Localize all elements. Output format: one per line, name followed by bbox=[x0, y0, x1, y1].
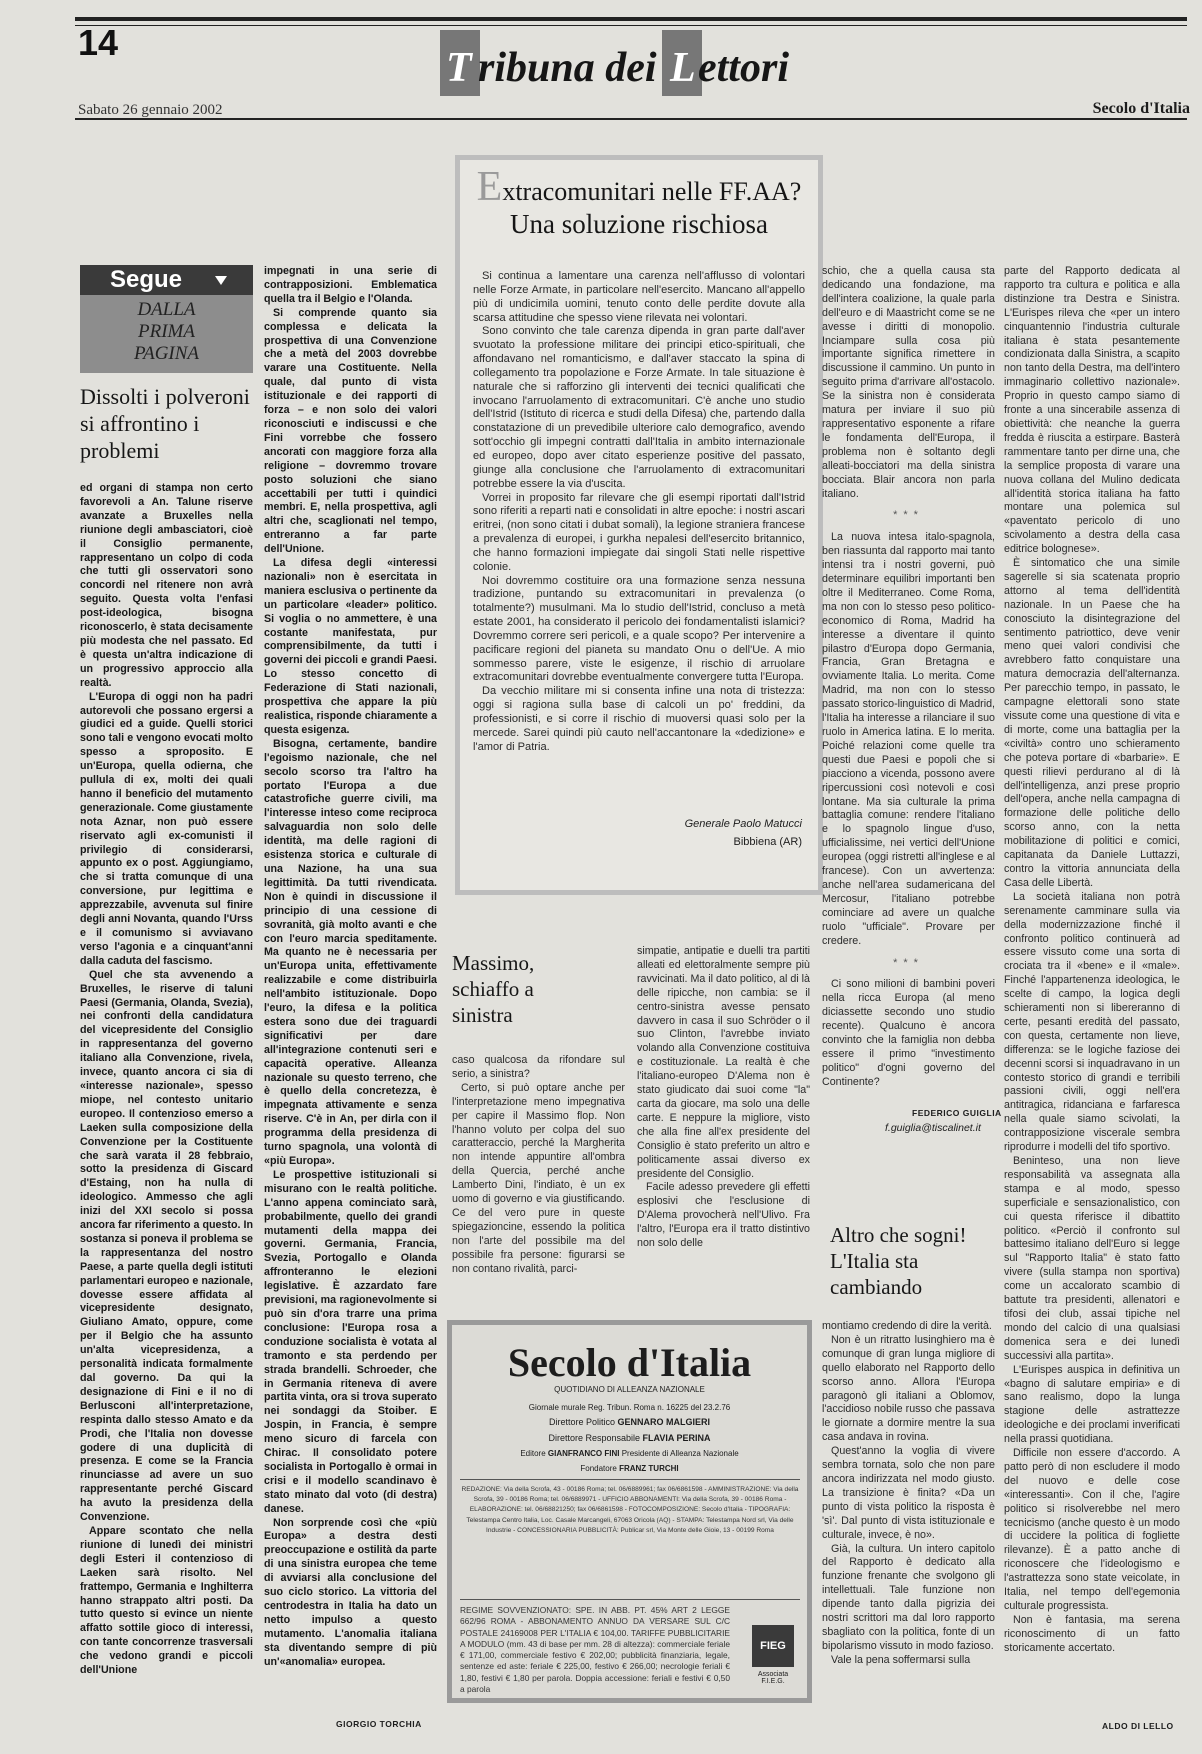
letter1-title-cap: E bbox=[476, 164, 503, 210]
letter1-signature: Generale Paolo Matucci bbox=[684, 818, 802, 830]
date-rule bbox=[75, 118, 1187, 120]
letter1-title-line1: xtracomunitari nelle FF.AA? bbox=[502, 177, 802, 206]
section-title bbox=[440, 30, 840, 100]
imprint-responsible-row bbox=[452, 1433, 807, 1443]
letter1-body: Si continua a lamentare una carenza nell'afflusso di volontari nelle Forze Armate, in particolare nell'esercito. Mancano all'appello più di undicimila uomini, tenuto conto delle perdite dovute alla scarsa attitudine che spesso viene rilevata nei volontari. Sono convinto che tale carenza dipenda in gran parte dall'aver svuotato la professione militare dei principi etico-spirituali, che affondavano nel romanticismo, e dall'aver staccato la spina di collegamento tra popolazione e Forze Armate. In tale situazione è naturale che si rafforzino gli interventi dei tecnici qualificati che invocano l'arruolamento di extracomunitari. C'è anche uno studio dell'Istrid (Istituto di ricerca e studi della Difesa) che, partendo dalla constatazione di un prevedibile ulteriore calo demografico, avendo sott'occhio gli impegni contratti dall'Italia in ambito internazionale ed europeo, dopo aver citato esperienze positive del passato, giunge alla conclusione che l'arruolamento di extracomunitari potrebbe essere la via d'uscita. Vorrei in proposito far rilevare che gli esempi riportati dall'Istrid sono riferiti a reparti nati e consolidati in altre epoche: i nostri ascari eritrei, (non sono citati i dubat somali), la legione straniera francese a prevalenza di europei, i gurkha nepalesi dell'esercito britannico, che hanno formazioni impiegate dai singoli Stati nelle rispettive colonie. Noi dovremmo costituire ora una formazione senza nessuna tradizione, puntando su extracomunitari in prevalenza (o totalmente?) musulmani. Ma lo studio dell'Istrid, concluso a metà estate 2001, ha considerato il pericolo dei fondamentalisti islamici? Dovremmo correre seri pericoli, e a quale scopo? Per intervenire a pacificare regioni del pianeta su mandato Onu o dell'Ue. A mio sommesso parere, viste le esigenze, il rischio di arruolare extracomunitari dovrebbe eventualmente convergere tutta l'Europa. Da vecchio militare mi si consenta infine una nota di tristezza: oggi si ragiona sulla base di calcoli un po' freddini, da professionisti, e si corre il rischio di muoversi quasi solo per la mercede. Sarei quindi più cauto nell'accantonare la «dedizione» e l'amor di Patria. bbox=[473, 270, 805, 753]
imprint-divider-2 bbox=[460, 1599, 800, 1600]
imprint-founder-label: Fondatore bbox=[580, 1464, 617, 1473]
section-separator: *** bbox=[893, 509, 924, 522]
continued-badge-label: Segue bbox=[80, 265, 253, 295]
issue-date: Sabato 26 gennaio 2002 bbox=[78, 102, 223, 118]
fieg-logo: FIEG bbox=[752, 1625, 794, 1667]
continued-headline: Dissolti i polveroni si affrontino i problemi bbox=[80, 384, 250, 463]
imprint-offices: REDAZIONE: Via della Scrofa, 43 - 00186 Roma; tel. 06/6889961; fax 06/6861598 - AMMINISTRAZIONE: Via della Scrofa, 39 - 00186 Roma; tel. 06/6889971 - UFFICIO ABBONAMENTI: Via della Scrofa, 39 - 00186 Roma - ELABORAZIONE: tel. 06/68821250; fax 06/6861598 - FOTOCOMPOSIZIONE: Secolo d'Italia - TIPOGRAFIA: Telestampa Centro Italia, Loc. Casale Marcangeli, 67063 Oricola (AQ) - STAMPA: Telestampa Nord srl, Via delle Industrie - CONCESSIONARIA PUBBLICITÀ: Publicar srl, Via Monte delle Gioie, 13 - 00199 Roma bbox=[461, 1486, 799, 1534]
continued-col-2: impegnati in una serie di contrapposizioni. Emblematica quella tra il Belgio e l'Olanda. Si comprende quanto sia complessa e delicata la prospettiva di una Convenzione che a metà del 2003 dovrebbe varare una Costituente. Nella quale, dal punto di vista istituzionale e dei rapporti di forza – e non solo dei valori riconosciuti e indiscussi e che Fini vorrebbe che fossero ancorati con maggiore forza alla religione – dovremmo trovare posto soluzioni che siano accettabili per tutti i quindici membri. E, nella prospettiva, agli altri che, scaglionati nel tempo, entreranno a far parte dell'Unione. La difesa degli «interessi nazionali» non è esercitata in maniera esclusiva o pertinente da un particolare «leader» politico. Si voglia o no ammettere, è una costante manifestata, pur comprensibilmente, da tutti i governi dei piccoli e grandi Paesi. Lo stesso concetto di Federazione di Stati nazionali, prospettiva che appare la più realistica, risponde chiaramente a questa esigenza. Bisogna, certamente, bandire l'egoismo nazionale, che nel secolo scorso tra l'altro ha portato l'Europa a due catastrofiche guerre civili, ma l'interesse inteso come reciproca salvaguardia non solo delle identità, ma delle ragioni di esistenza storica e culturale di una Nazione, ha una sua legittimità. Da tutti rivendicata. Non è quindi in discussione il principio di una cessione di sovranità, già molto avanti e che con l'euro marcia speditamente. Ma quanto ne è necessaria per un'Europa unita, effettivamente realizzabile e come distribuirla nell'ambito istituzionale. Dopo l'euro, la difesa e la politica estera sono due dei traguardi significativi per dare all'integrazione contenuti seri e capacità operative. Alleanza nazionale su questo terreno, che è quello della concretezza, è impegnata attivamente e senza riserve. C'è in An, per dirla con il programma della presidenza di turno spagnola, una volontà di «più Europa». Le prospettive istituzionali si misurano con le realtà politiche. L'anno appena cominciato sarà, probabilmente, quello dei grandi mutamenti della mappa dei governi. Germania, Francia, Svezia, Portogallo e Olanda affronteranno le elezioni legislative. È azzardato fare previsioni, ma ragionevolmente si può sin d'ora trarre una prima conclusione: l'Europa rosa a conduzione socialista è votata al tramonto e sta perdendo per strada brandelli. Schroeder, che in Germania riteneva di avere partita vinta, ora si trova superato nei sondaggi da Stoiber. E Jospin, in Francia, è sempre meno sicuro di farcela con Chirac. Il consolidato potere socialista in Portogallo è ormai in crisi e il modello scandinavo è stato minato dal voto (di destra) danese. Non sorprende così che «più Europa» a destra desti preoccupazione e ostilità da parte di una sinistra europea che teme di avviarsi alla conclusione del suo ciclo storico. La vittoria del centrodestra in Italia ha dato un netto impulso a questo mutamento. L'anomalia italiana sta diventando sempre di più un'«anomalia» europea. bbox=[264, 265, 437, 1668]
imprint-director: GENNARO MALGIERI bbox=[617, 1417, 711, 1427]
section-title-text-1: ribuna dei bbox=[478, 45, 657, 91]
page-number: 14 bbox=[78, 22, 119, 63]
imprint-editor-role: Presidente di Alleanza Nazionale bbox=[621, 1449, 739, 1458]
imprint-divider-1 bbox=[460, 1479, 800, 1480]
letter2-col-2: simpatie, antipatie e duelli tra partiti alleati ed elettoralmente sempre più ravvicinati. Ma il dato politico, al di là delle ripicche, non cambia: se il centro-sinistra avesse pensato davvero in casa il suo Schröder o il suo Clinton, l'avrebbe inviato volando alla Convenzione costituiva e costituzionale. La realtà è che l'italiano-europeo D'Alema non è stato giudicato dai suoi come "la" carta da giocare, ma solo una delle carte. E neppure la migliore, visto che alla fine all'ex presidente del Consiglio è stato preferito un altro e politicamente assai diverso ex presidente del Consiglio. Facile adesso prevedere gli effetti esplosivi che l'esclusione di D'Alema provocherà nell'Ulivo. Fra l'altro, l'Europa era il tratto distintivo non solo delle bbox=[637, 945, 810, 1250]
imprint-responsible-label: Direttore Responsabile bbox=[548, 1433, 640, 1443]
letter1-title-line2: Una soluzione rischiosa bbox=[510, 209, 768, 239]
fieg-label: Associata F.I.E.G. bbox=[757, 1671, 789, 1685]
letter4-signature: ALDO DI LELLO bbox=[1102, 1721, 1174, 1731]
continued-badge bbox=[80, 265, 253, 373]
imprint-responsible: FLAVIA PERINA bbox=[642, 1433, 711, 1443]
imprint-editor-row bbox=[452, 1449, 807, 1458]
letter4-col-1: montiamo credendo di dire la verità. Non è un ritratto lusinghiero ma è comunque di gran lunga migliore di quello elaborato nel Rapporto dello scorso anno. Allora l'Europa paragonò gli italiani a Oblomov, l'accidioso nobile russo che passava le giornate a dormire mentre la sua casa andava in rovina. Quest'anno la voglia di vivere sembra tornata, solo che non pare ancora indirizzata nel modo giusto. La transizione è finita? «Da un punto di vista politico la risposta è 'sì'. Dal punto di vista istituzionale e culturale, invece, è no». Già, la cultura. Un intero capitolo del Rapporto è dedicato alla funzione frenante che svolgono gli intellettuali. Tale funzione non dipende tanto dalla pigrizia dei nostri scrittori ma dal loro rapporto sbagliato con la politica, fonte di un bipolarismo vissuto in modo fazioso. Vale la pena soffermarsi sulla bbox=[822, 1320, 995, 1666]
imprint-editor-label: Editore bbox=[520, 1449, 546, 1458]
letter4-col-2: parte del Rapporto dedicata al rapporto tra cultura e politica e alla distinzione tra Destra e Sinistra. L'Eurispes rileva che «per un intero cinquantennio l'industria culturale italiana è stata pesantemente condizionata dalla Sinistra, a scapito non tanto della Destra, ma dell'intero immaginario collettivo nazionale». Proprio in questo campo siamo di fronte a una sincerabile assenza di obiettività: che neanche la guerra fredda è riuscita a estirpare. Basterà rammentare tanto per dirne una, che la semplice proposta di varare una nuova collana del Mulino dedicata all'identità storica italiana ha fatto montare una polemica sul «paventato pericolo di uno scivolamento a destra della casa editrice bolognese». È sintomatico che una simile sagerelle si sia scatenata proprio attorno al tema dell'identità nazionale. In un Paese che ha conosciuto la disintegrazione del sentimento patriottico, deve venir meno quei valori condivisi che avrebbero fatto conquistare una matura democrazia dell'alternanza. Per parecchio tempo, in passato, le campagne elettorali sono state vissute come una questione di vita e di morte, come una battaglia per la «civiltà» contro uno schieramento che poteva portare di «barbarie». E questi rilievi perdurano al di là dell'intelligenza, anzi prese proprio dell'opera, anche nella campagna di formazione delle politiche dello scorso anno, con la netta mobilitazione di politici e comici, capitanata da Daniele Luttazzi, contro la vittoria annunciata della Casa delle Libertà. La società italiana non potrà serenamente camminare sulla via della modernizzazione finché il confronto politico continuerà ad essere vissuto come una sorta di crociata tra il «bene» e il «male». Finché l'appartenenza ideologica, le scelte di campo, la logica degli schieramenti non si libereranno di certe, pesanti eredità del passato, con questa, certamente non lieve, differenza: se le logiche faziose dei decenni scorsi si inquadravano in un contesto storico di grandi e terribili passioni civili, oggi nell'era antitragica, ridanciana e farfaresca nella quale siamo scivolati, la contrapposizione viscerale sembra riprodurre i modelli del tifo sportivo. Beninteso, una non lieve responsabilità va assegnata alla stampa e al modo, spesso superficiale e sensazionalistico, con cui questa riferisce il dibattito politico. «Perciò il confronto sul battesimo italiano dell'Euro si legge sul "Rapporto Italia" è stato fatto vivere (sulla stampa non sportiva) come un accalorato scambio di battute tra presidenti, allenatori e tifosi dei club, assai tipiche nel mondo del calcio di una qualsiasi domenica sera e dei lunedì successivi alla partita». L'Eurispes auspica in definitiva un «bagno di salutare empiria» e di sano realismo, dopo la lunga stagione delle astrattezze ideologiche e dei proclami inverificati nella prassi quotidiana. Difficile non essere d'accordo. A patto però di non escludere il modo del nuovo e delle cose «interessanti». Con il che, l'agire politico si risolverebbe nel mero tecnicismo (anche questo è un modo di uccidere la politica di fogliette rilevanze). È a patto anche di riconoscere che l'ideologismo e l'astrattezza sono state veicolate, in Italia, nel tempo dell'egemonia culturale progressista. Non è fantasia, ma serena riconoscimento di un fatto storicamente accertato. bbox=[1004, 265, 1180, 1654]
imprint-director-row bbox=[452, 1417, 807, 1427]
letter1-title bbox=[460, 164, 818, 241]
down-triangle-icon bbox=[215, 276, 227, 285]
continued-signature: GIORGIO TORCHIA bbox=[336, 1719, 422, 1729]
imprint-title: Secolo d'Italia bbox=[507, 1340, 752, 1385]
imprint-tariffs: REGIME SOVVENZIONATO: SPE. IN ABB. PT. 45% ART 2 LEGGE 662/96 ROMA - ABBONAMENTO ANNUO DA VERSARE SUL C/C POSTALE 24169008 PER L'ITALIA € 104,00. TARIFFE PUBBLICITARIE A MODULO (mm. 43 di base per mm. 28 di altezza): commerciale feriale € 171,00, commerciale festivo € 202,00; pubblicità finanziaria, legale, sentenze ed aste: feriale € 225,00, festivo € 266,00; necrologie feriali € 1,80, festivi € 1,80 per parola. Doppia accessione: feriali e festivi € 0,50 a parola bbox=[460, 1605, 730, 1695]
imprint-editor: GIANFRANCO FINI bbox=[547, 1449, 620, 1458]
section-title-cap-1: T bbox=[446, 45, 472, 91]
section-title-cap-2: L bbox=[670, 45, 696, 91]
imprint-subtitle: QUOTIDIANO DI ALLEANZA NAZIONALE bbox=[554, 1385, 705, 1394]
letter3-signature: FEDERICO GUIGLIA bbox=[912, 1108, 1002, 1118]
imprint-box bbox=[447, 1320, 812, 1703]
continued-col-1: ed organi di stampa non certo favorevoli a An. Talune riserve avanzate a Bruxelles nella riunione degli ambasciatori, cioè il Consiglio permanente, rappresentano un colpo di coda che tutti gli osservatori sono concordi nel ritenere non avrà seguito. Questa volta l'enfasi post-ideologica, bisogna riconoscerlo, è stata decisamente più modesta che nel passato. Ed è questa un'altra indicazione di un progressivo approccio alla realtà. L'Europa di oggi non ha padri autorevoli che possano ergersi a giudici ed a guide. Quelli storici sono tali e vengono evocati molto spesso a sproposito. E un'Europa, quella odierna, che pullula di ex, molti dei quali hanno il beneficio del mutamento generazionale. Come giustamente nota Aznar, non può essere riservato agli ex-comunisti il privilegio di considerarsi, appunto ex o post. Aggiungiamo, che si tratta comunque di una conversione, pur legittima e apprezzabile, avvenuta sul finire degli anni Novanta, quando l'Urss e il comunismo si avviavano verso l'agonia e a cinquant'anni dalla caduta del fascismo. Quel che sta avvenendo a Bruxelles, le riserve di taluni Paesi (Germania, Olanda, Svezia), nei confronti della candidatura del vicepresidente del Consiglio in rappresentanza del governo italiano alla Convenzione, rivela, invece, quanto ancora ci sia di «interesse nazionale», spesso miope, nel contesto unitario europeo. Il contenzioso emerso a Laeken sulla composizione della Convenzione per la Costituente che sarà varata il 28 febbraio, sotto la presidenza di Giscard d'Estaing, non ha nulla di ideologico. Ammesso che agli inizi del XXI secolo si possa ancora far riferimento a questo. In sostanza si poneva il problema se la rappresentanza del nostro Paese, a parte quella degli istituti parlamentari europeo e nazionale, dovesse essere affidata al vicepresidente designato, Giuliano Amato, oppure, come per il Belgio che ha assunto un'alta vicepresidenza, a personalità indicata formalmente dal governo. Da qui la designazione di Fini e il no di Berlusconi all'interpretazione, respinta dallo stesso Amato e da Prodi, che l'Italia non dovesse godere di una duplicità di presenza. E come se la Francia rinunciasse ad avere un suo rappresentante perché Giscard ha avuto la presidenza della Convenzione. Appare scontato che nella riunione di lunedì dei ministri degli Esteri il contenzioso di Laeken sarà risolto. Nel frattempo, Germania e Inghilterra hanno strappato altri posti. Da tutto questo si evince un niente affatto sottile gioco di interessi, con tante concorrenze trasversali che vedono grandi e piccoli dell'Unione bbox=[80, 482, 253, 1677]
imprint-director-label: Direttore Politico bbox=[548, 1417, 615, 1427]
imprint-founder: FRANZ TURCHI bbox=[619, 1464, 679, 1473]
section-title-text-2: ettori bbox=[698, 45, 789, 91]
continued-badge-subtitle: DALLA PRIMA PAGINA bbox=[133, 299, 200, 364]
imprint-founder-row bbox=[452, 1464, 807, 1473]
letter2-headline: Massimo, schiaffo a sinistra bbox=[452, 951, 535, 1027]
top-rule-thin bbox=[75, 25, 1187, 26]
letter3-email: f.guiglia@tiscalinet.it bbox=[885, 1122, 981, 1134]
letter4-headline: Altro che sogni! L'Italia sta cambiando bbox=[830, 1223, 967, 1299]
letter-box bbox=[455, 155, 823, 895]
section-separator: *** bbox=[893, 956, 924, 969]
letter2-col-1: caso qualcosa da rifondare sul serio, a sinistra? Certo, si può optare anche per l'interpretazione meno impegnativa per capire il Massimo flop. Non l'hanno voluto per colpa del suo caratteraccio, perché la Margherita non intende appuntire all'ombra della Quercia, perché anche Lamberto Dini, l'indiato, è un ex uomo di governo e via giustificando. Ce del vero pure in queste spiegazioncine, essendo la politica non l'arte del possibile ma del possibile fra persone: figurarsi se non contano rivalità, parci- bbox=[452, 1054, 625, 1275]
letter3-body: schio, che a quella causa sta dedicando una fondazione, ma dell'intera coalizione, la quale parla dell'euro e di Maastricht come se ne avesse i diritti di monopolio. Inciampare sulla cosa più importante significa rimettere in discussione il cammino. Un punto in seguito prima d'arrivare all'ostacolo. Se la sinistra non è considerata matura per inviare il suo più rappresentativo esponente a rifare le fondamenta dell'Europa, il problema non è soltanto degli alleati-bocciatori ma della sinistra bocciata. Blair ancora non parla italiano. *** La nuova intesa italo-spagnola, ben riassunta dal rapporto mai tanto intensi tra i nostri governi, può determinare equilibri importanti ben oltre il Mediterraneo. Come Roma, ma non con lo stesso peso politico-economico di Roma, Madrid ha interesse a diventare il quinto pilastro d'Europa dopo Germania, Francia, Gran Bretagna e ovviamente Italia. Lo merita. Come Madrid, ma non con lo stesso passato storico-linguistico di Madrid, l'Italia ha interesse a rilanciare il suo ruolo in America latina. E lo merita. Poiché relazioni come quelle tra questi due Paesi e popoli che si piacciono a vicenda, possono avere ripercussioni così notevoli e così lontane. Ma sia culturale la prima battaglia comune: rendere l'italiano e lo spagnolo lingue d'uso, ufficialissime, nei vertici dell'Unione europea (oggi ristretti all'inglese e al francese). Con un avvertenza: anche nell'area sudamericana del Mercosur, l'italiano potrebbe cominciare ad avere un qualche ruolo "ufficiale". Provare per credere. *** Ci sono milioni di bambini poveri nella ricca Europa (al meno diciassette secondo uno studio recente). Qualcuno è ancora convinto che la famiglia non debba essere il primo "investimento politico" d'ogni governo del Continente? bbox=[822, 265, 995, 1088]
top-rule-thick bbox=[75, 17, 1187, 21]
newspaper-name: Secolo d'Italia bbox=[1092, 100, 1190, 117]
imprint-registration: Giornale murale Reg. Tribun. Roma n. 16225 del 23.2.76 bbox=[528, 1403, 731, 1412]
letter1-place: Bibbiena (AR) bbox=[733, 836, 802, 848]
